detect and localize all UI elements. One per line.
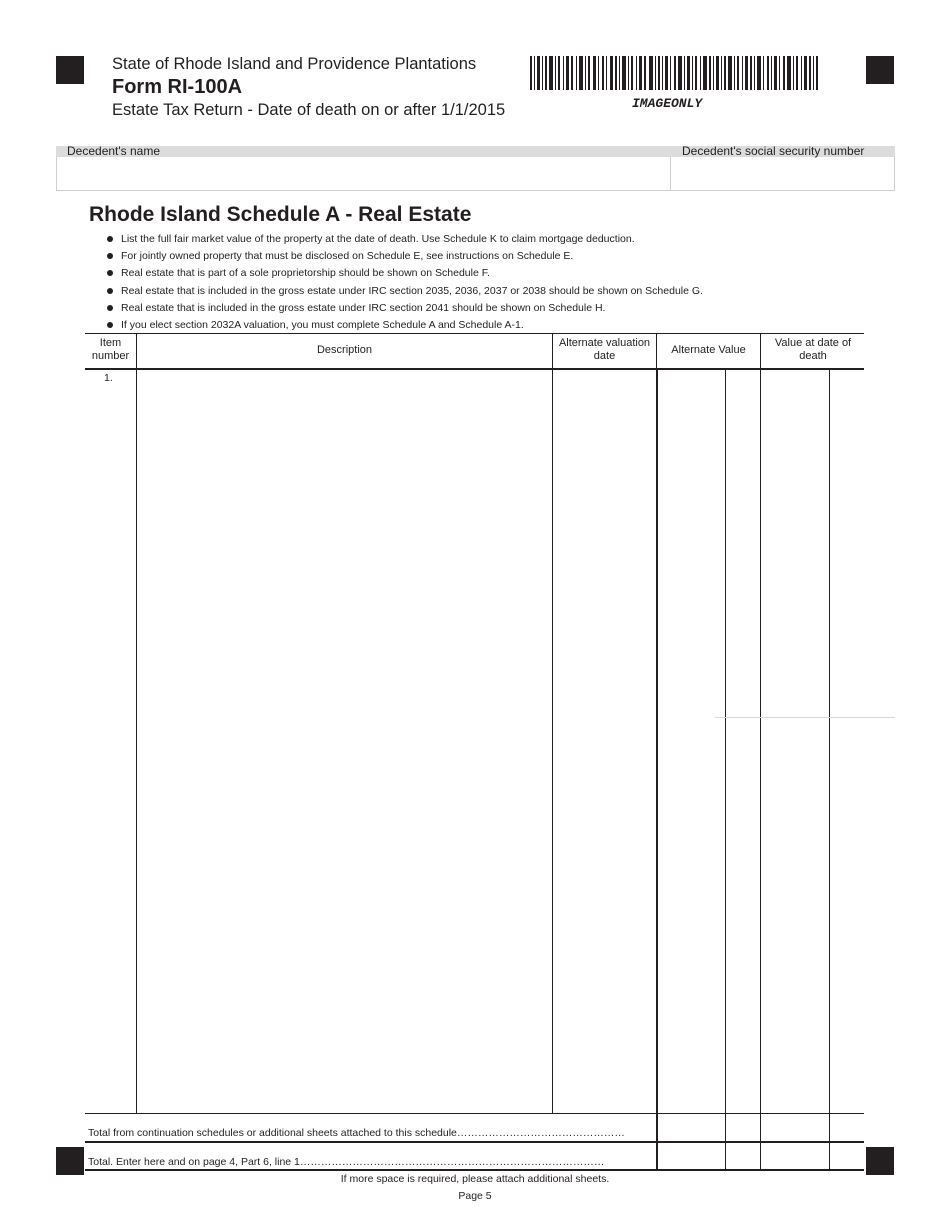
registration-mark-bottom-right [866,1147,894,1175]
continuation-value-at-death-field[interactable] [761,1115,864,1140]
continuation-alt-value-field[interactable] [658,1115,760,1140]
decedent-name-label: Decedent's name [67,144,161,158]
grand-total-row: Total. Enter here and on page 4, Part 6, line 1…………………………………………………………………………… [88,1156,605,1168]
total-alt-value-field[interactable] [658,1143,760,1168]
bullet-icon [107,288,113,294]
page-number: Page 5 [458,1190,492,1202]
col-header-alt-valuation-date: Alternate valuation date [558,337,651,362]
instruction-item: For jointly owned property that must be disclosed on Schedule E, see instructions on Schedule E. [106,249,703,266]
form-subtitle: Estate Tax Return - Date of death on or after 1/1/2015 [112,101,506,119]
col-header-description: Description [316,344,373,356]
row-number: 1. [104,372,113,384]
alt-value-entry-area[interactable] [658,370,760,1113]
decedent-ssn-field[interactable] [673,160,897,188]
instruction-item: Real estate that is part of a sole proprietorship should be shown on Schedule F. [106,266,703,283]
col-header-item-number: Item number [91,337,130,362]
instruction-item: Real estate that is included in the gross estate under IRC section 2035, 2036, 2037 or 2038 should be shown on Schedule G. [106,284,703,301]
bullet-icon [107,253,113,259]
col-header-value-at-death: Value at date of death [774,337,852,362]
totals-top-rule [85,1113,864,1114]
registration-mark-top-right [866,56,894,84]
decedent-name-field[interactable] [58,160,672,188]
registration-mark-bottom-left [56,1147,84,1175]
col-divider [136,333,137,369]
alt-valuation-date-entry-area[interactable] [553,370,656,1113]
form-number: Form RI-100A [112,76,243,98]
total-value-at-death-field[interactable] [761,1143,864,1168]
bullet-icon [107,305,113,311]
description-entry-area[interactable] [137,370,552,1113]
bullet-icon [107,322,113,328]
registration-mark-top-left [56,56,84,84]
col-divider [760,333,761,369]
continuation-total-row: Total from continuation schedules or additional sheets attached to this schedule………………………………………… [88,1127,625,1139]
decedent-ssn-label: Decedent's social security number [682,144,865,158]
image-only-mark: IMAGEONLY [632,96,703,111]
bullet-icon [107,270,113,276]
value-at-death-entry-area[interactable] [761,370,864,1113]
instruction-item: If you elect section 2032A valuation, you must complete Schedule A and Schedule A-1. [106,318,703,335]
instruction-item: Real estate that is included in the gross estate under IRC section 2041 should be shown on Schedule H. [106,301,703,318]
schedule-title: Rhode Island Schedule A - Real Estate [89,203,472,226]
instruction-item: List the full fair market value of the property at the date of death. Use Schedule K to claim mortgage deduction. [106,232,703,249]
totals-bottom-rule [85,1169,864,1171]
barcode [530,56,818,90]
col-header-alt-value: Alternate Value [671,344,746,356]
bullet-icon [107,236,113,242]
col-divider [552,333,553,369]
table-top-rule [85,333,864,334]
footer-note: If more space is required, please attach additional sheets. [340,1173,610,1185]
col-divider [656,333,657,369]
state-name: State of Rhode Island and Providence Plantations [112,55,477,73]
instruction-list [106,232,703,335]
